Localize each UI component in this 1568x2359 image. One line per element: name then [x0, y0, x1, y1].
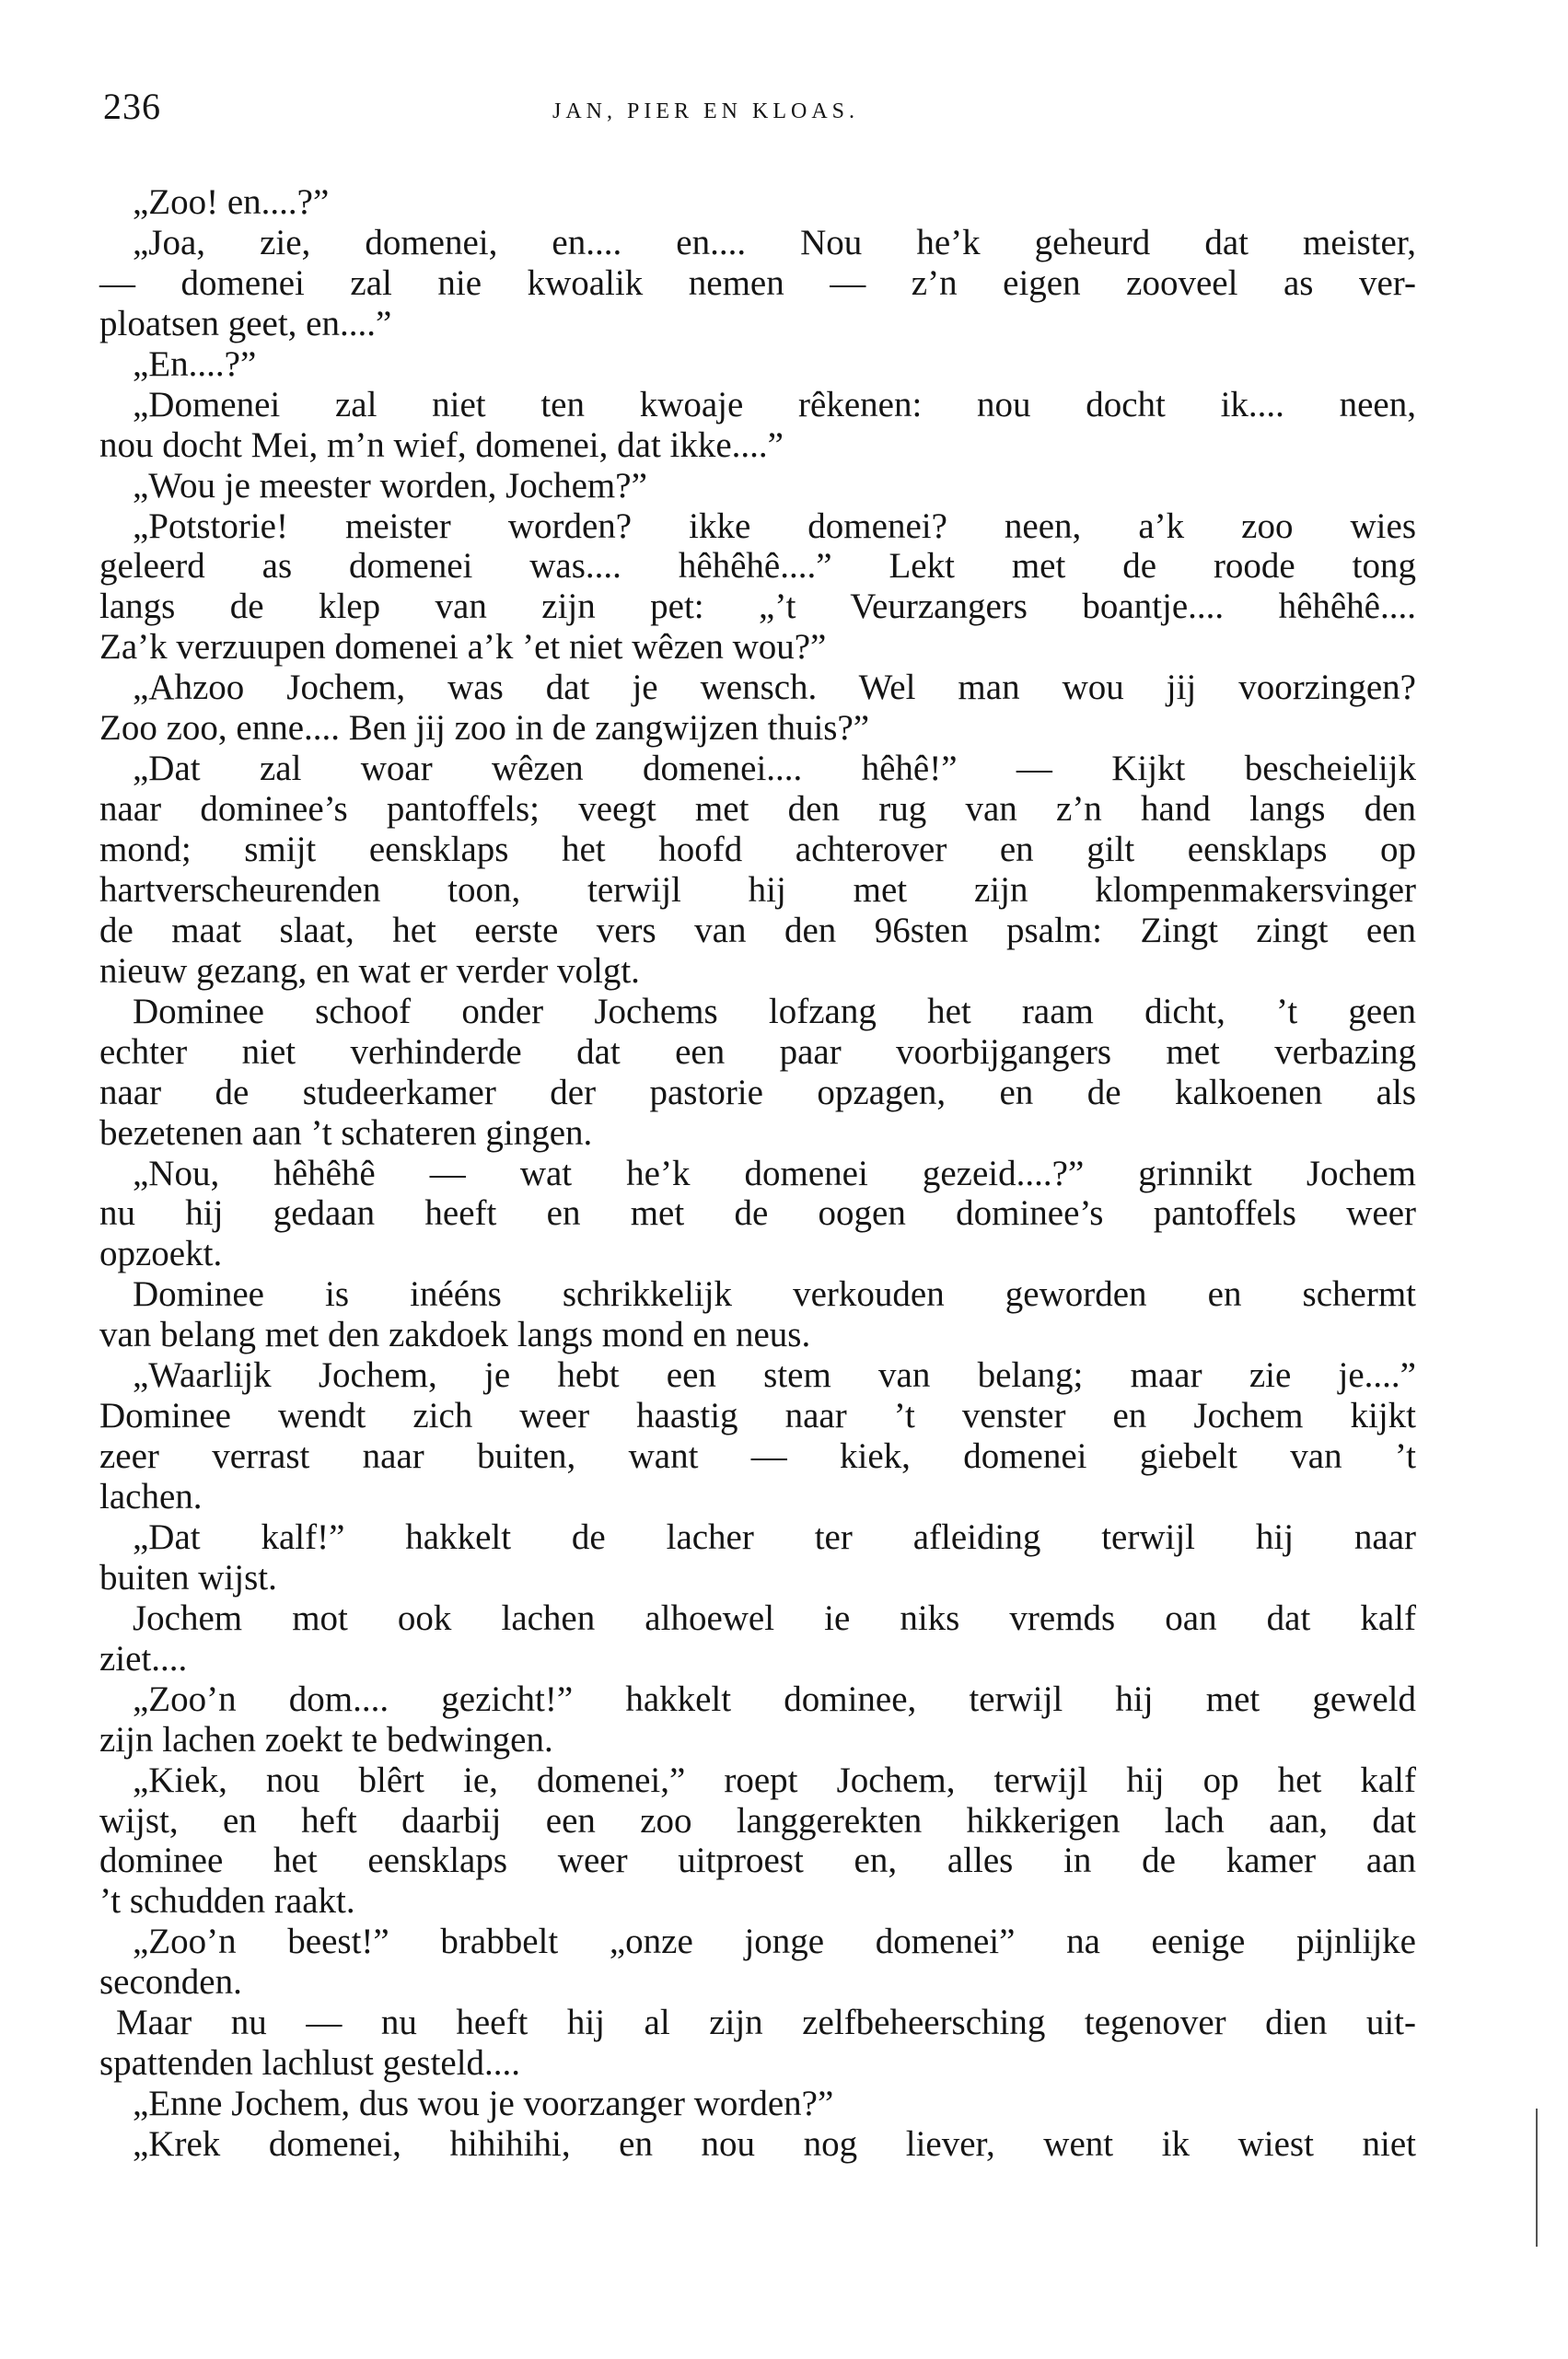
text-line: „Enne Jochem, dus wou je voorzanger worden?”: [133, 2084, 834, 2124]
text-line: geleerd as domenei was.... hêhêhê....” Lekt met de roode tong: [99, 546, 1416, 587]
text-line: Dominee is inééns schrikkelijk verkouden geworden en schermt: [133, 1274, 1416, 1315]
text-line: „Domenei zal niet ten kwoaje rêkenen: nou docht ik.... neen,: [133, 384, 1416, 424]
text-line: dominee het eensklaps weer uitproest en, alles in de kamer aan: [99, 1841, 1416, 1881]
text-line: ploatsen geet, en....”: [99, 303, 392, 343]
text-line: hartverscheurenden toon, terwijl hij met zijn klompenmakersvinger: [99, 869, 1416, 910]
text-line: „En....?”: [133, 343, 257, 384]
text-line: langs de klep van zijn pet: „’t Veurzangers boantje.... hêhêhê....: [99, 587, 1416, 627]
text-line: Zoo zoo, enne.... Ben jij zoo in de zangwijzen thuis?”: [99, 708, 870, 749]
text-line: — domenei zal nie kwoalik nemen — z’n eigen zooveel as ver-: [99, 262, 1416, 303]
text-line: „Dat kalf!” hakkelt de lacher ter afleiding terwijl hij naar: [133, 1516, 1416, 1557]
text-line: nu hij gedaan heeft en met de oogen dominee’s pantoffels weer: [99, 1193, 1416, 1234]
text-line: ’t schudden raakt.: [99, 1881, 355, 1922]
text-line: „Waarlijk Jochem, je hebt een stem van belang; maar zie je....”: [133, 1355, 1416, 1396]
text-line: „Zoo! en....?”: [133, 182, 330, 222]
text-line: „Kiek, nou blêrt ie, domenei,” roept Jochem, terwijl hij op het kalf: [133, 1760, 1416, 1800]
text-line: mond; smijt eensklaps het hoofd achterover en gilt eensklaps op: [99, 830, 1416, 869]
page-number: 236: [103, 86, 161, 127]
text-line: Dominee wendt zich weer haastig naar ’t venster en Jochem kijkt: [99, 1396, 1416, 1436]
running-title: JAN, PIER EN KLOAS.: [552, 99, 860, 123]
text-line: „Dat zal woar wêzen domenei.... hêhê!” — Kijkt bescheielijk: [133, 749, 1416, 789]
text-line: van belang met den zakdoek langs mond en neus.: [99, 1315, 811, 1355]
text-line: naar dominee’s pantoffels; veegt met den rug van z’n hand langs den: [99, 789, 1416, 830]
text-line: wijst, en heft daarbij een zoo langgerekten hikkerigen lach aan, dat: [99, 1800, 1416, 1841]
text-line: spattenden lachlust gesteld....: [99, 2043, 521, 2084]
text-line: „Krek domenei, hihihihi, en nou nog liever, went ik wiest niet: [133, 2124, 1416, 2164]
text-line: de maat slaat, het eerste vers van den 96sten psalm: Zingt zingt een: [99, 910, 1416, 950]
text-line: bezetenen aan ’t schateren gingen.: [99, 1112, 593, 1153]
text-line: nou docht Mei, m’n wief, domenei, dat ikke....”: [99, 424, 784, 465]
text-line: naar de studeerkamer der pastorie opzagen, en de kalkoenen als: [99, 1072, 1416, 1112]
text-line: „Joa, zie, domenei, en.... en.... Nou he’k geheurd dat meister,: [133, 222, 1416, 262]
text-line: ziet....: [99, 1638, 188, 1679]
text-line: lachen.: [99, 1477, 203, 1516]
text-line: Za’k verzuupen domenei a’k ’et niet wêzen wou?”: [99, 627, 827, 668]
text-line: „Potstorie! meister worden? ikke domenei? neen, a’k zoo wies: [133, 506, 1416, 546]
margin-scan-mark: [1536, 2109, 1538, 2247]
text-line: „Nou, hêhêhê — wat he’k domenei gezeid....?” grinnikt Jochem: [133, 1153, 1416, 1193]
text-line: echter niet verhinderde dat een paar voorbijgangers met verbazing: [99, 1031, 1416, 1072]
body-text: [99, 182, 1416, 2165]
text-line: Dominee schoof onder Jochems lofzang het raam dicht, ’t geen: [133, 991, 1416, 1031]
text-line: zijn lachen zoekt te bedwingen.: [99, 1719, 553, 1760]
text-line: opzoekt.: [99, 1234, 223, 1274]
text-line: buiten wijst.: [99, 1557, 277, 1598]
text-line: Maar nu — nu heeft hij al zijn zelfbeheersching tegenover dien uit-: [116, 2003, 1416, 2043]
text-line: „Zoo’n dom.... gezicht!” hakkelt dominee, terwijl hij met geweld: [133, 1679, 1416, 1719]
text-line: Jochem mot ook lachen alhoewel ie niks vremds oan dat kalf: [133, 1598, 1416, 1638]
text-line: „Ahzoo Jochem, was dat je wensch. Wel man wou jij voorzingen?: [133, 668, 1416, 708]
text-line: „Zoo’n beest!” brabbelt „onze jonge domenei” na eenige pijnlijke: [133, 1922, 1416, 1962]
text-line: nieuw gezang, en wat er verder volgt.: [99, 950, 640, 991]
text-line: seconden.: [99, 1962, 242, 2003]
text-line: „Wou je meester worden, Jochem?”: [133, 465, 647, 506]
text-line: zeer verrast naar buiten, want — kiek, domenei giebelt van ’t: [99, 1436, 1416, 1477]
